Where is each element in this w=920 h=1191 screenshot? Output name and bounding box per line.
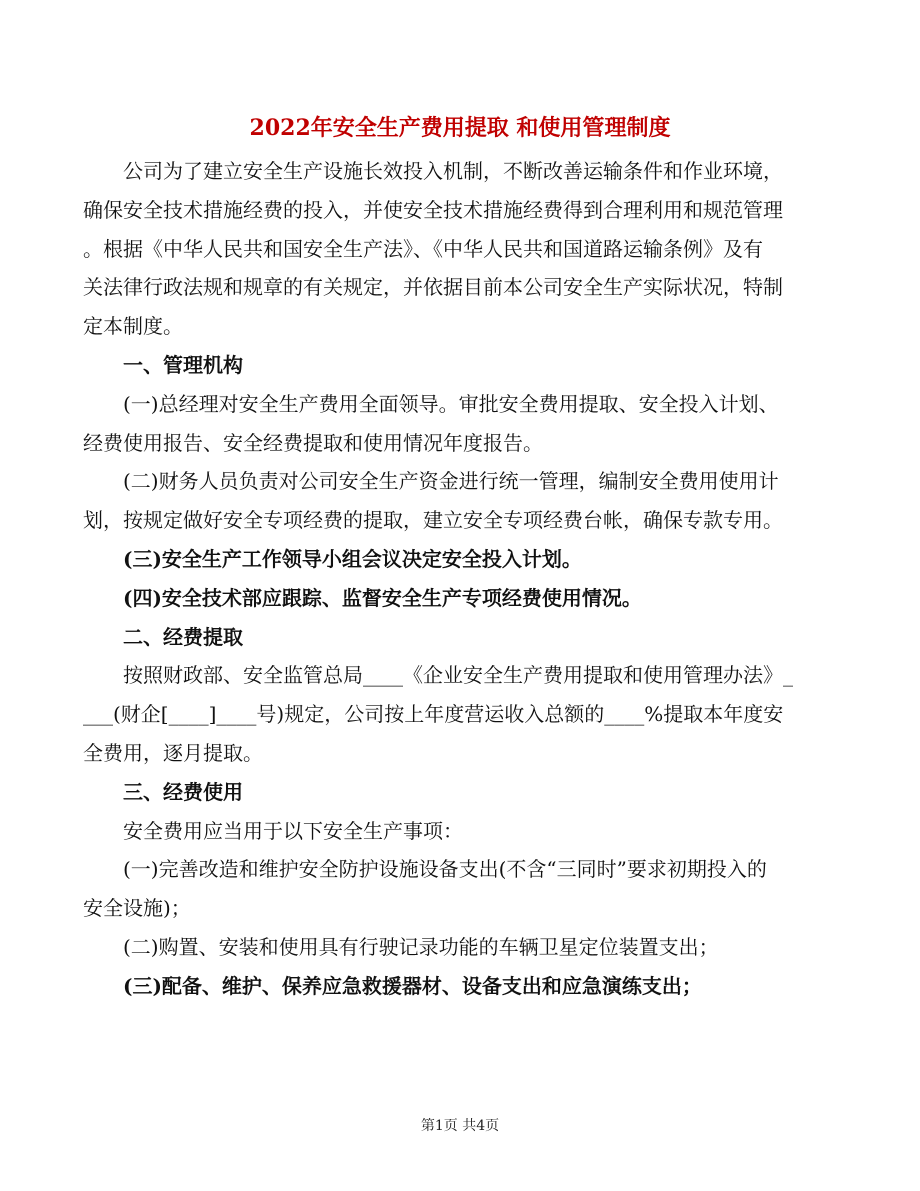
paragraph-line: 全费用，逐月提取。: [83, 740, 263, 765]
paragraph-line: 确保安全技术措施经费的投入，并使安全技术措施经费得到合理利用和规范管理: [83, 197, 783, 222]
page-number-footer: 第1页 共4页: [420, 1118, 500, 1134]
paragraph-line: 。根据《中华人民共和国安全生产法》、《中华人民共和国道路运输条例》及有: [83, 236, 763, 261]
paragraph-line: 定本制度。: [83, 314, 183, 339]
section-heading-line: 三、经费使用: [123, 779, 243, 804]
section-heading-line: 二、经费提取: [123, 624, 243, 649]
section-heading-line: (三)配备、维护、保养应急救援器材、设备支出和应急演练支出；: [123, 973, 702, 998]
document-body: [83, 152, 841, 1006]
paragraph-line: ___(财企[____]____号)规定，公司按上年度营运收入总额的____%提取本年度安: [83, 702, 784, 727]
document-title: 2022年安全生产费用提取 和使用管理制度: [249, 115, 671, 141]
paragraph-line: 按照财政部、安全监管总局____《企业安全生产费用提取和使用管理办法》_: [123, 663, 793, 688]
paragraph-line: 安全设施)；: [83, 896, 191, 921]
paragraph-line: 经费使用报告、安全经费提取和使用情况年度报告。: [83, 430, 543, 455]
paragraph-line: (一)完善改造和维护安全防护设施设备支出(不含“三同时”要求初期投入的: [123, 857, 767, 882]
paragraph-line: 关法律行政法规和规章的有关规定，并依据目前本公司安全生产实际状况，特制: [83, 275, 783, 300]
paragraph-line: 安全费用应当用于以下安全生产事项：: [123, 818, 463, 843]
section-heading-line: (三)安全生产工作领导小组会议决定安全投入计划。: [123, 546, 582, 571]
paragraph-line: 公司为了建立安全生产设施长效投入机制，不断改善运输条件和作业环境，: [123, 159, 783, 183]
paragraph-line: (一)总经理对安全生产费用全面领导。审批安全费用提取、安全投入计划、: [123, 391, 779, 416]
paragraph-line: 划，按规定做好安全专项经费的提取，建立安全专项经费台帐，确保专款专用。: [83, 508, 783, 533]
paragraph-line: (二)购置、安装和使用具有行驶记录功能的车辆卫星定位装置支出；: [123, 934, 719, 959]
paragraph-line: (二)财务人员负责对公司安全生产资金进行统一管理，编制安全费用使用计: [123, 469, 779, 494]
section-heading-line: 一、管理机构: [123, 352, 243, 377]
section-heading-line: (四)安全技术部应跟踪、监督安全生产专项经费使用情况。: [123, 585, 642, 610]
